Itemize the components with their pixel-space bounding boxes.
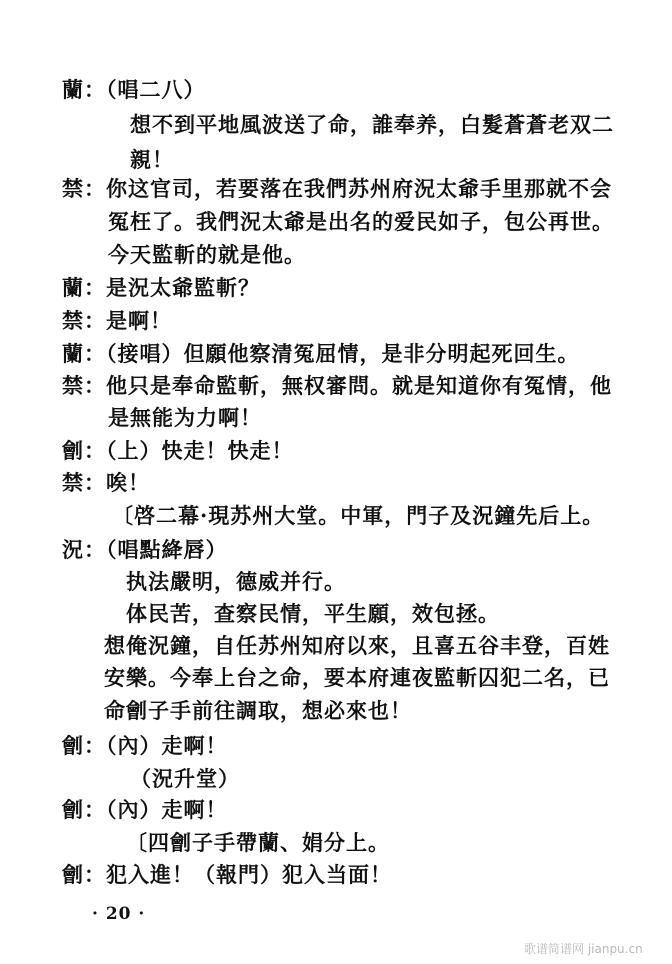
line-text: 今天監斬的就是他。 [108,242,306,267]
line-text: 是啊！ [106,308,172,333]
script-line [62,373,612,399]
line-text: 命劊子手前往調取，想必來也！ [104,698,412,723]
speaker-label: 劊： [62,862,106,887]
script-line [108,242,306,268]
line-text: （唱點絳唇） [106,537,228,562]
line-text: 〔四劊子手帶蘭、娟分上。 [126,830,390,855]
stage-direction [130,766,240,792]
line-text: 想不到平地風波送了命，誰奉养，白髮蒼蒼老双二 [130,112,614,137]
line-text: 親！ [130,147,174,172]
line-text: 他只是奉命監斬，無权審問。就是知道你有冤情，他 [106,373,612,398]
line-text: 冤枉了。我們況太爺是出名的爱民如子，包公再世。 [108,209,614,234]
speaker-label: 蘭： [62,275,106,300]
script-line [108,405,262,431]
speaker-label: 禁： [62,373,106,398]
script-line [62,797,228,823]
line-text: 执法嚴明，德威并行。 [126,569,346,594]
script-line [62,733,228,759]
speaker-label: 蘭： [62,77,106,102]
script-line [104,698,412,724]
speaker-label: 劊： [62,797,106,822]
speaker-label: 劊： [62,733,106,758]
script-line [62,438,294,464]
line-text: （內）走啊！ [106,797,228,822]
line-text: 是況太爺監斬？ [106,275,260,300]
verse-line [126,569,346,595]
line-text: （上）快走！快走！ [106,438,294,463]
speaker-label: 禁： [62,308,106,333]
page-number: · 20 · [92,904,146,924]
script-line [130,112,614,138]
script-line [62,341,580,367]
line-text: 你这官司，若要落在我們苏州府況太爺手里那就不会 [106,176,612,201]
script-line [104,633,610,659]
line-text: 唉！ [106,470,150,495]
line-text: 是無能为力啊！ [108,405,262,430]
script-line [62,275,260,301]
script-line [62,77,206,103]
script-line [104,665,610,691]
line-text: （內）走啊！ [106,733,228,758]
line-text: 想俺況鐘，自任苏州知府以來，且喜五谷丰登，百姓 [104,633,610,658]
script-line [130,147,174,173]
script-line [62,308,172,334]
script-line [108,209,614,235]
line-text: 〔啓二幕·現苏州大堂。中軍，門子及況鐘先后上。 [112,503,605,528]
verse-line [126,601,500,627]
speaker-label: 劊： [62,438,106,463]
speaker-label: 禁： [62,470,106,495]
speaker-label: 況： [62,537,106,562]
line-text: 体民苦，查察民情，平生願，效包拯。 [126,601,500,626]
script-line [62,470,150,496]
script-line [62,537,228,563]
line-text: 安樂。今奉上台之命，要本府連夜監斬囚犯二名，已 [104,665,610,690]
speaker-label: 禁： [62,176,106,201]
script-line [62,862,392,888]
script-line [62,176,612,202]
speaker-label: 蘭： [62,341,106,366]
watermark: 歌谱简谱网 jianpu.cn [524,942,643,956]
stage-direction [126,830,390,856]
line-text: （唱二八） [106,77,206,102]
line-text: 犯入進！（報門）犯入当面！ [106,862,392,887]
line-text: （接唱）但願他察清冤屈情，是非分明起死回生。 [106,341,580,366]
line-text: （況升堂） [130,766,240,791]
stage-direction [112,503,604,529]
